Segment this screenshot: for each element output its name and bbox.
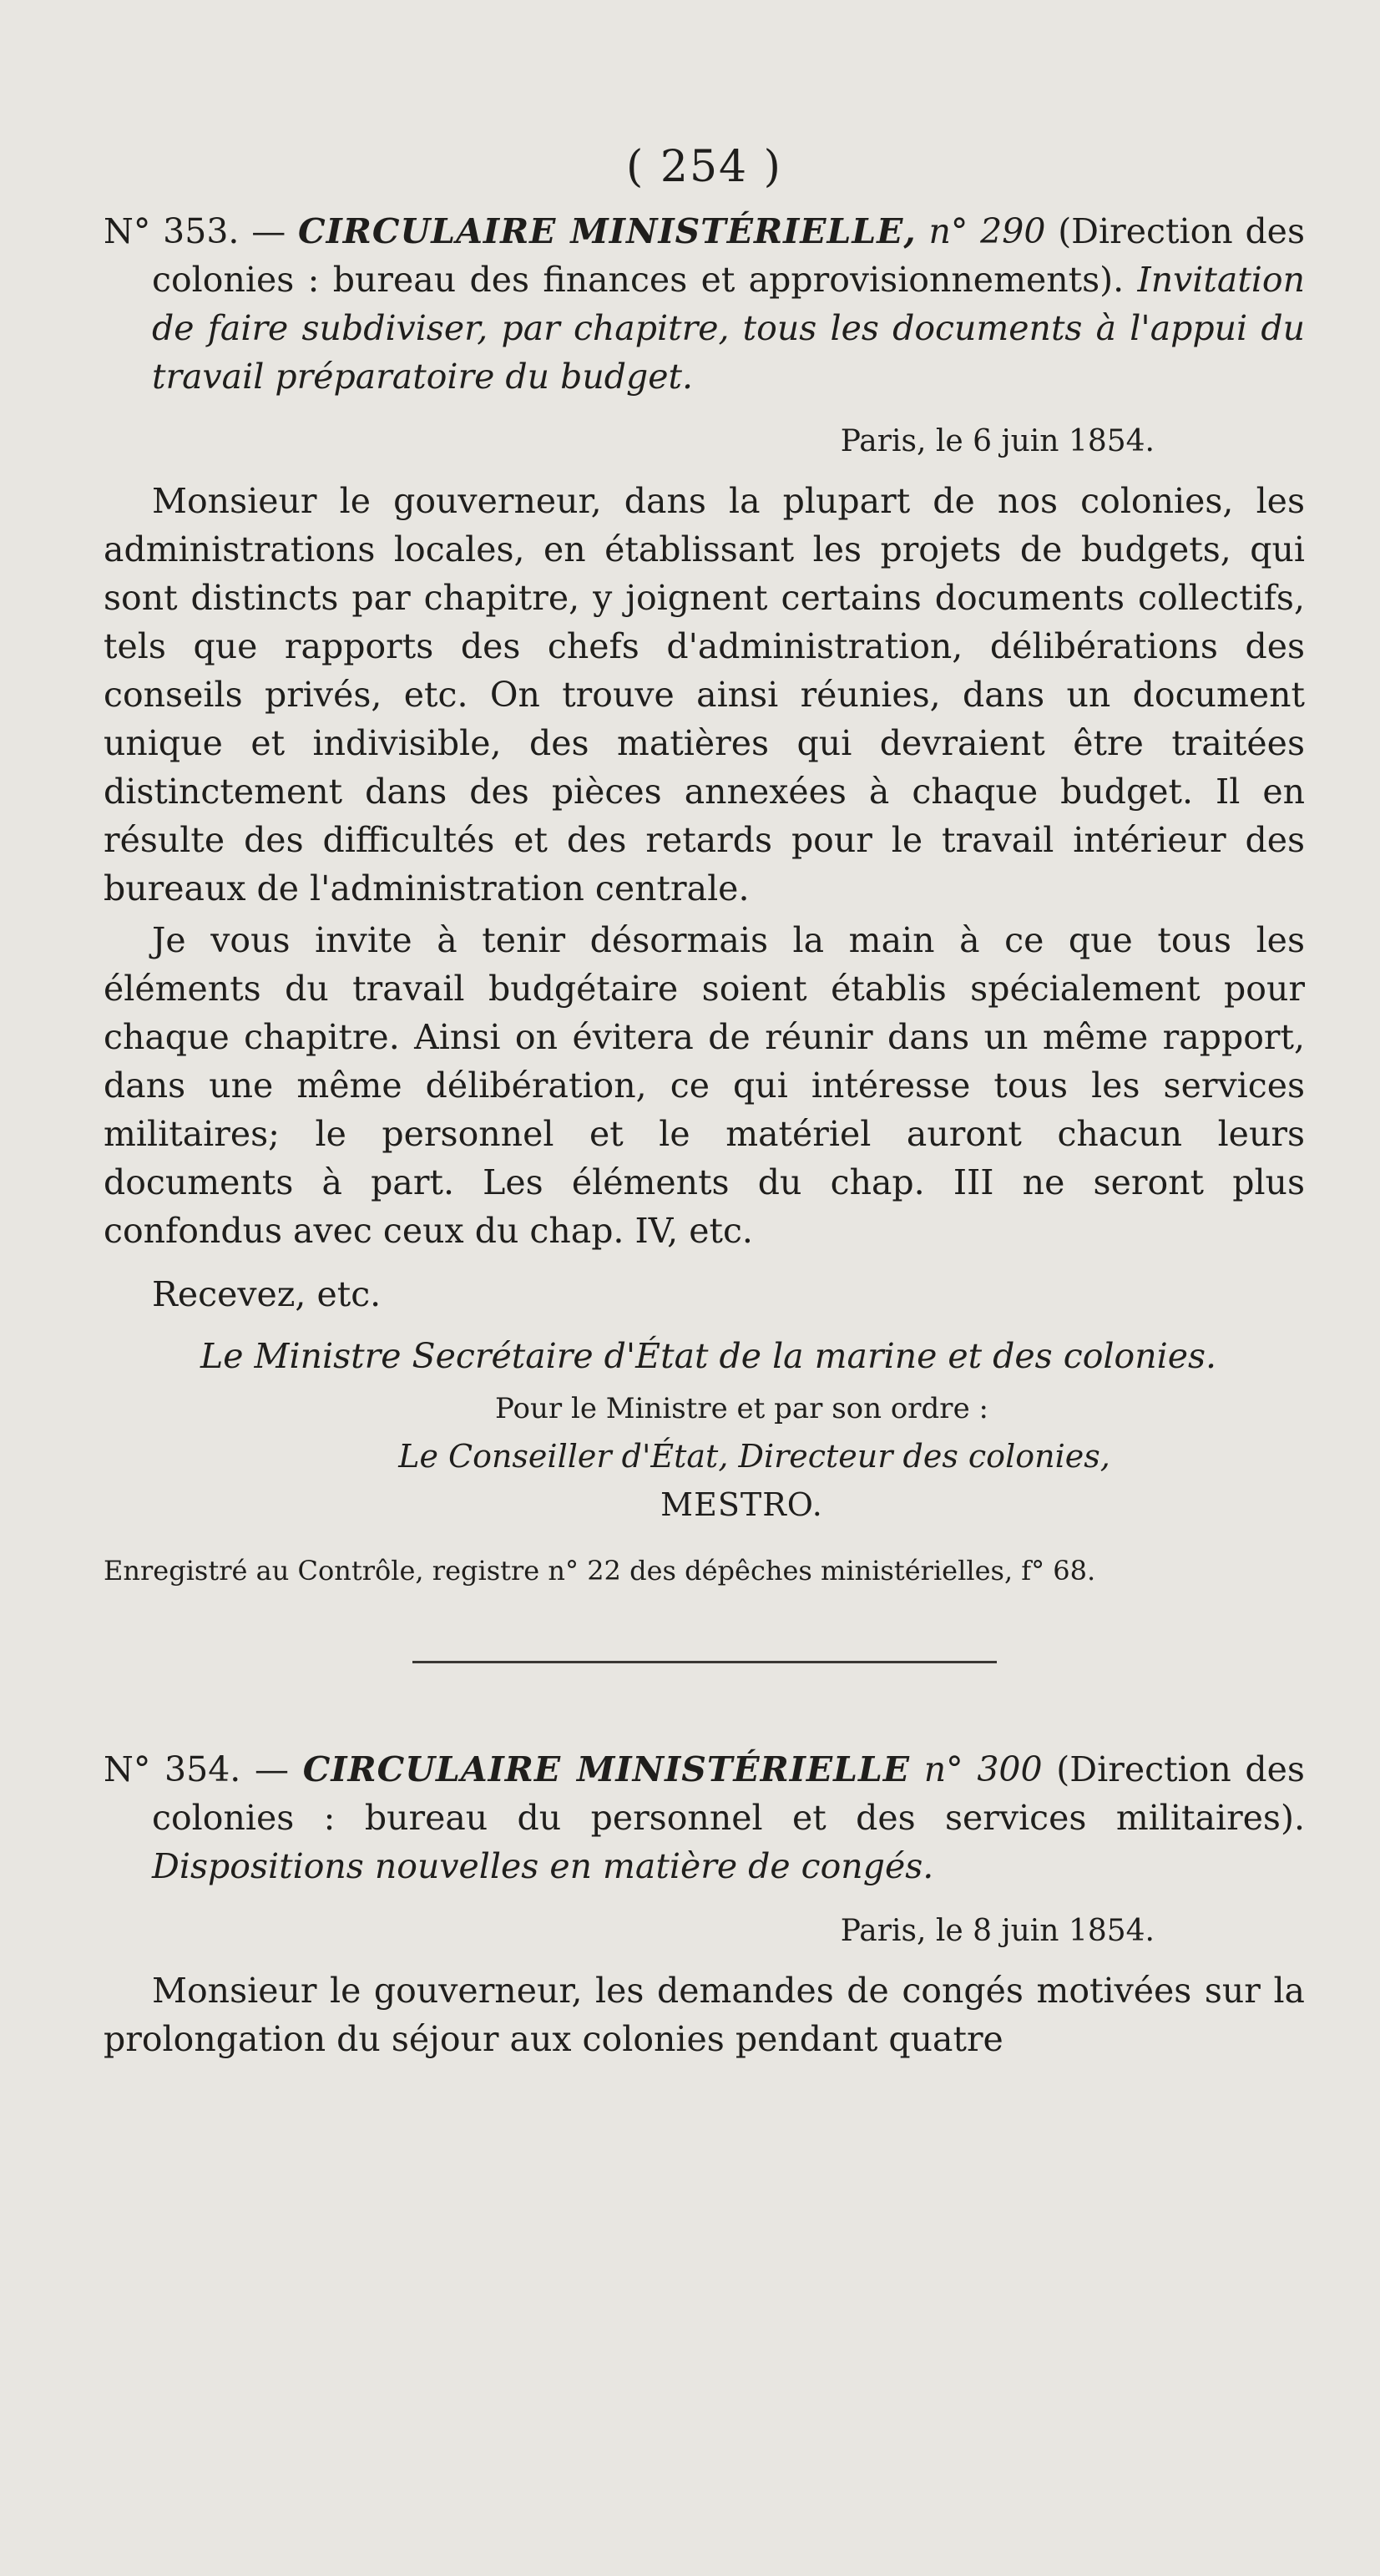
entry-354-dateline: Paris, le 8 juin 1854. (840, 1914, 1155, 1948)
entry-353-signatory-name: MESTRO. (660, 1486, 823, 1523)
page-number: ( 254 ) (626, 142, 782, 192)
entry-354-rest: (Direction des colonies : bureau du personnel et des services militaires). (152, 1749, 1305, 1838)
section-divider (412, 1661, 997, 1663)
entry-354-subject: Dispositions nouvelles en matière de congés. (152, 1846, 934, 1886)
entry-354-heading (104, 1745, 1305, 1890)
entry-353-role: Le Conseiller d'État, Directeur des colonies, (398, 1438, 1110, 1475)
entry-353-number: N° 353. — (104, 211, 286, 251)
entry-353-kind: CIRCULAIRE MINISTÉRIELLE, (297, 211, 917, 251)
entry-353-rest: (Direction des colonies : bureau des finances et approvisionnements). (152, 211, 1305, 300)
entry-354-kind: CIRCULAIRE MINISTÉRIELLE (302, 1749, 911, 1789)
entry-354-number: N° 354. — (104, 1749, 290, 1789)
entry-353-heading (104, 207, 1305, 401)
entry-354-ref: n° 300 (923, 1749, 1043, 1789)
entry-353-registration: Enregistré au Contrôle, registre n° 22 des dépêches ministérielles, f° 68. (104, 1555, 1096, 1587)
entry-353-paragraph-2: Je vous invite à tenir désormais la main à ce que tous les éléments du travail budgétaire soient établis spécialement pour chaque chapitre. Ainsi on évitera de réunir dans un même rapport, dans une même délibération, ce qui intéresse tous les services militaires; le personnel et le matériel auront chacun leurs documents à part. Les éléments du chap. III ne seront plus confondus avec ceux du chap. IV, etc. (104, 920, 1305, 1251)
entry-353-by-order: Pour le Ministre et par son ordre : (495, 1392, 988, 1425)
entry-354-paragraph-1: Monsieur le gouverneur, les demandes de congés motivées sur la prolongation du séjour aux colonies pendant quatre (104, 1971, 1305, 2059)
entry-353-signer: Le Ministre Secrétaire d'État de la marine et des colonies. (200, 1336, 1217, 1376)
entry-353-subject: Invitation de faire subdiviser, par chapitre, tous les documents à l'appui du travail préparatoire du budget. (152, 260, 1305, 397)
entry-353-paragraph-1: Monsieur le gouverneur, dans la plupart de nos colonies, les administrations locales, en établissant les projets de budgets, qui sont distincts par chapitre, y joignent certains documents collectifs, tels que rapports des chefs d'administration, délibérations des conseils privés, etc. On trouve ainsi réunies, dans un document unique et indivisible, des matières qui devraient être traitées distinctement dans des pièces annexées à chaque budget. Il en résulte des difficultés et des retards pour le travail intérieur des bureaux de l'administration centrale. (104, 481, 1305, 908)
entry-353-closing: Recevez, etc. (152, 1274, 382, 1314)
entry-353-ref: n° 290 (928, 211, 1046, 251)
entry-354 (104, 1745, 1305, 2063)
entry-353-dateline: Paris, le 6 juin 1854. (840, 424, 1155, 458)
entry-353 (104, 207, 1305, 1596)
